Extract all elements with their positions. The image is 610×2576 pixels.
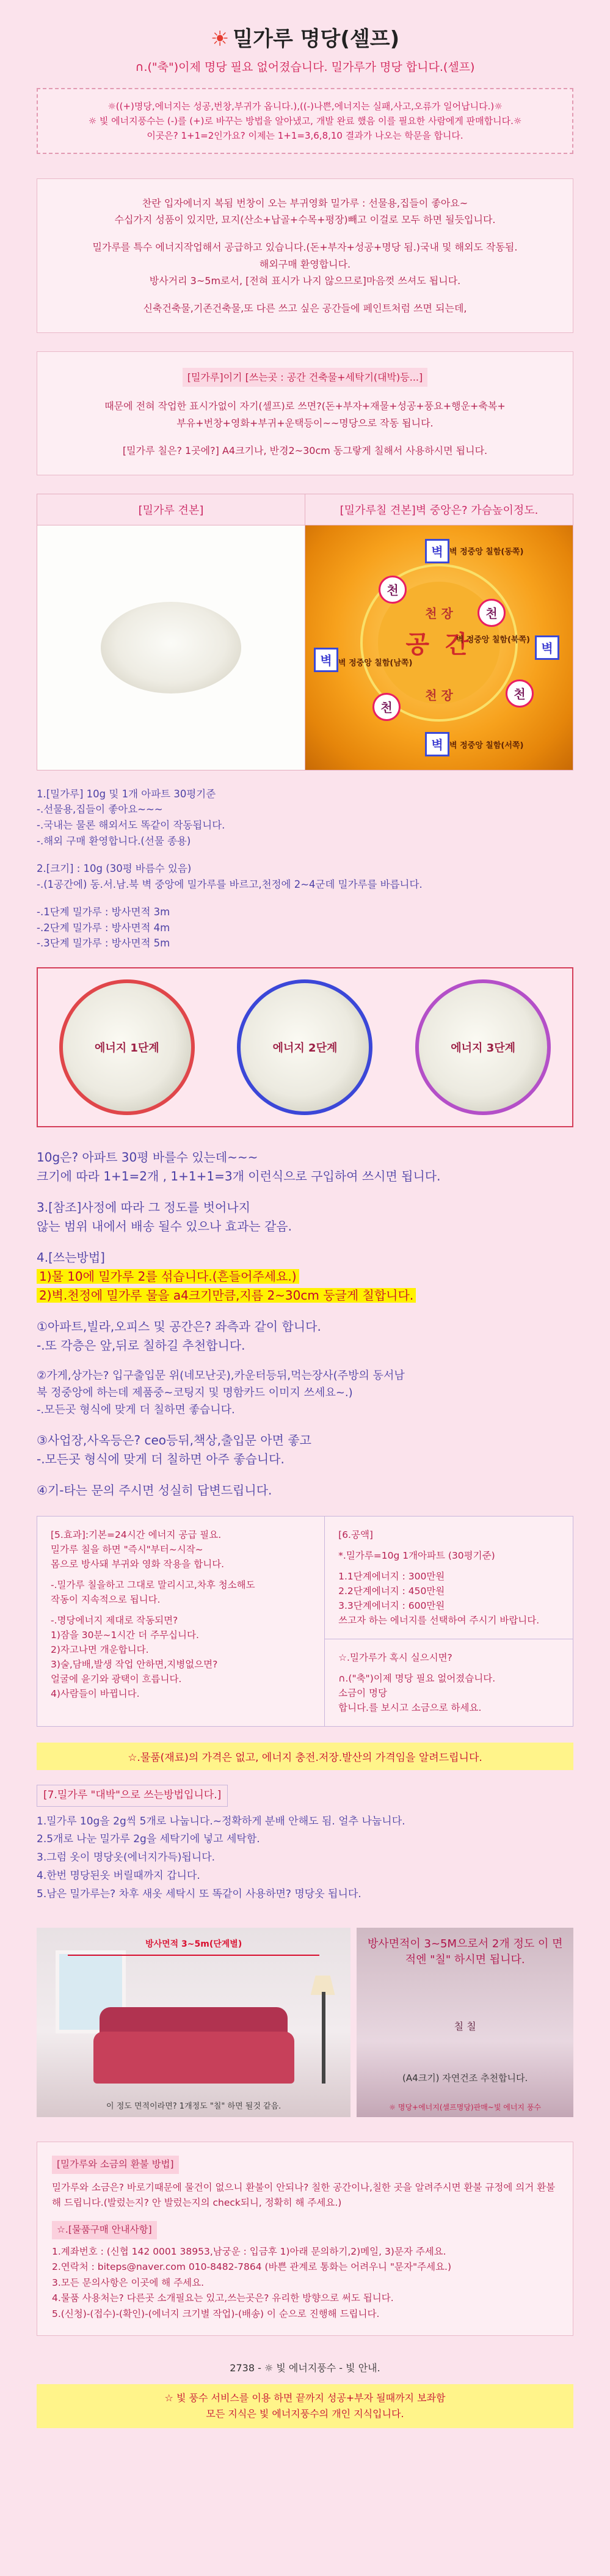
strip-p1 — [56, 398, 554, 431]
refund-heading: [밀가루와 소금의 환불 방법] — [52, 2156, 179, 2174]
method-b2: 크기에 따라 1+1=2개 , 1+1+1=3개 이런식으로 구입하여 쓰시면 됩니다. — [37, 1168, 441, 1184]
wall-marker-north: 벽 — [535, 635, 559, 660]
hall-photo-marks: 칠 칠 — [454, 2021, 476, 2033]
wall-label-west: 벽 정중앙 칠함(서쪽) — [449, 741, 524, 750]
effect-line-9: 3)술,담배,발생 작업 안하면,지병없으면? — [51, 1658, 218, 1670]
intro-p2b: 해외구매 환영합니다. — [259, 258, 351, 270]
usage-line-9: -.3단계 밀가루 : 방사면적 5m — [37, 937, 170, 950]
effect-line-4: -.밀가루 칠을하고 그대로 말리시고,차후 청소해도 — [51, 1579, 255, 1590]
wall-label-north: 벽 정중앙 칠함(북쪽) — [456, 635, 530, 645]
wall-marker-east: 벽 — [425, 539, 449, 563]
order-heading: ☆.[물품구매 안내사항] — [52, 2221, 157, 2239]
order-line-4: 4.물품 사용처는? 다른곳 소개필요는 있고,쓰는곳은? 유리한 방향으로 써도 됩니다. — [52, 2292, 394, 2304]
usage-line-1: 1.[밀가루] 10g 및 1개 아파트 30평기준 — [37, 788, 216, 800]
method-b10: ②가게,상가는? 입구출입문 위(네모난곳),카운터등뒤,먹는장사(주방의 동서남 — [37, 1369, 405, 1382]
effect-line-3: 몸으로 방사돼 부귀와 영화 작용을 합니다. — [51, 1558, 225, 1570]
energy-stage-2 — [237, 979, 372, 1115]
effect-line-1: [5.효과]:기본=24시간 에너지 공급 필요. — [51, 1529, 222, 1540]
intro-p1a: 찬란 입자에너지 복됨 번창이 오는 부귀영화 밀가루 : 선물용,집들이 좋아요~ — [142, 197, 468, 209]
method-b3: 3.[참조]사정에 따라 그 정도를 벗어나지 — [37, 1199, 250, 1215]
ceiling-marker-4: 천 — [506, 679, 534, 708]
usage-line-2: -.선물용,집들이 좋아요~~~ — [37, 803, 163, 816]
wall-marker-south: 벽 — [314, 648, 338, 672]
method-b13: ③사업장,사옥등은? ceo등뒤,책상,출입문 아면 좋고 — [37, 1432, 311, 1447]
notice-box — [37, 88, 573, 154]
living-room-caption: 이 정도 면적이라면? 1개정도 "칠" 하면 될것 같음. — [106, 2102, 281, 2112]
wall-label-east: 벽 정중앙 칠함(동쪽) — [449, 547, 524, 557]
washing-step-2: 2.5개로 나눈 밀가루 2g을 세탁기에 넣고 세탁함. — [37, 1833, 260, 1846]
usage-block — [37, 786, 573, 951]
method-b1: 10g은? 아파트 30평 바를수 있는데~~~ — [37, 1149, 258, 1165]
hall-photo — [357, 1928, 573, 2117]
method-b5: 4.[쓰는방법] — [37, 1250, 105, 1265]
refund-text: 밀가루와 소금은? 바로기때문에 물건이 없으니 환불이 안되나? 칠한 공간이나,칠한 곳을 알려주시면 환불 규정에 의거 환불해 드립니다.(발렀는지? 안 발렀는지의 check되니, 정확히 해 주세요.) — [52, 2181, 556, 2209]
footer-highlight-line-1: ☆ 빛 풍수 서비스를 이용 하면 끝까지 성공+부자 될때까지 보좌함 — [164, 2392, 446, 2404]
ceiling-label-bottom: 천 장 — [425, 687, 453, 703]
sun-icon: ☀ — [210, 27, 230, 51]
radius-arrow — [68, 1955, 319, 1956]
footer-signature: 2738 - ☼ 빛 에너지풍수 - 빛 안내. — [230, 2362, 380, 2374]
energy-stage-1-label: 에너지 1단계 — [94, 1041, 159, 1055]
page-title — [0, 0, 610, 58]
strip-p1a: 때문에 전혀 작업한 표시가없이 자기(셀프)로 쓰면?(돈+부자+재물+성공+풍요+행운+축복+ — [104, 400, 506, 412]
energy-stage-1 — [59, 979, 195, 1115]
method-b11: 북 정중앙에 하는데 제품중~코팅지 및 명함카드 이미지 쓰세요~.) — [37, 1386, 353, 1399]
price-line-5: 쓰고자 하는 에너지를 선택하여 주시기 바랍니다. — [338, 1614, 540, 1626]
price-line-4: 3.3단계에너지 : 600만원 — [338, 1600, 445, 1611]
order-line-2[interactable]: 2.연락처 : biteps@naver.com 010-8482-7864 (바쁜 관계로 통화는 어려우니 "문자"주세요.) — [52, 2261, 452, 2273]
price-heading: [6.공액] — [338, 1529, 373, 1540]
washing-steps — [37, 1785, 573, 1904]
lamp-pole — [322, 1992, 325, 2084]
footer-highlight — [37, 2384, 573, 2428]
subtitle: ∩.("축")이제 명당 필요 없어졌습니다. 밀가루가 명당 합니다.(셀프) — [135, 60, 475, 74]
intro-p3: 신축건축물,기존건축물,또 다른 쓰고 싶은 공간들에 페인트처럼 쓰면 되는데, — [143, 302, 467, 314]
method-b4: 않는 범위 내에서 배송 될수 있으나 효과는 같음. — [37, 1218, 292, 1234]
order-line-3: 3.모든 문의사항은 이곳에 해 주세요. — [52, 2277, 205, 2288]
washing-step-1: 1.밀가루 10g을 2g씩 5개로 나눕니다.~정확하게 분배 안해도 됨. 얼추 나눕니다. — [37, 1815, 405, 1828]
hall-photo-footer: ☼ 명당+에너지(셀프명당)판매~빛 에너지 풍수 — [389, 2103, 542, 2112]
washing-steps-heading: [7.밀가루 "대박"으로 쓰는방법입니다.] — [37, 1785, 228, 1807]
notice-line-2: ☼ 빛 에너지풍수는 (-)를 (+)로 바꾸는 방법을 알아냈고, 개발 완료 했음 이를 필요한 사람에게 판매합니다.☼ — [88, 115, 522, 126]
sample-grid-images — [37, 525, 573, 770]
method-block — [37, 1148, 573, 1500]
flour-sample-image — [37, 525, 305, 770]
order-line-5: 5.(신청)-(접수)-(확인)-(에너지 크기별 작업)-(배송) 이 순으로 진행해 드립니다. — [52, 2308, 380, 2319]
intro-p2c: 방사거리 3~5m로서, [전혀 표시가 나지 않으므로]마음껏 쓰셔도 됩니다. — [149, 274, 461, 287]
energy-stage-3 — [415, 979, 551, 1115]
radius-arrow-label: 방사면적 3~5m(단계별) — [145, 1939, 242, 1950]
method-b8: ①아파트,빌라,오피스 및 공간은? 좌측과 같이 합니다. — [37, 1319, 321, 1334]
flour-pile — [101, 602, 241, 693]
usage-line-7: -.1단계 밀가루 : 방사면적 3m — [37, 906, 170, 918]
living-room-photo — [37, 1928, 350, 2117]
usage-line-4: -.해외 구매 환영합니다.(선물 종용) — [37, 835, 191, 847]
refund-and-order-box — [37, 2142, 573, 2336]
sofa — [93, 2032, 294, 2084]
method-b6: 1)물 10에 밀가루 2를 섞습니다.(흔들어주세요.) — [37, 1269, 299, 1284]
energy-stage-3-label: 에너지 3단계 — [451, 1041, 515, 1055]
effect-line-6: -.명당에너지 제대로 작동되면? — [51, 1614, 178, 1626]
usage-line-6: -.(1공간에) 동.서.남.북 벽 중앙에 밀가루를 바르고,천정에 2~4군데 밀가루를 바릅니다. — [37, 878, 423, 890]
salt-answer-1: ∩.("축")이제 명당 필요 없어졌습니다. — [338, 1672, 496, 1684]
price-notice-banner: ☆.물품(재료)의 가격은 없고, 에너지 충전.저장.발산의 가격임을 알려드립니다. — [37, 1743, 573, 1770]
salt-answer-3: 합니다.를 보시고 소금으로 하세요. — [338, 1702, 482, 1713]
effect-section — [37, 1517, 325, 1726]
sample-grid — [37, 494, 573, 770]
price-section — [325, 1517, 573, 1726]
intro-p1 — [56, 195, 554, 228]
room-photos — [37, 1928, 573, 2117]
space-diagram — [305, 525, 573, 770]
notice-line-3: 이곳은? 1+1=2인가요? 이제는 1+1=3,6,8,10 결과가 나오는 학문을 합니다. — [147, 130, 463, 141]
effect-line-5: 작동이 지속적으로 됩니다. — [51, 1594, 161, 1605]
effect-line-11: 4)사람들이 바뀝니다. — [51, 1688, 140, 1699]
price-line-1: *.밀가루=10g 1개아파트 (30평기준) — [338, 1550, 495, 1561]
strip-p1b: 부유+번창+영화+부귀+운택등이~~명당으로 작동 됩니다. — [176, 417, 434, 429]
method-b12: -.모든곳 형식에 맞게 더 칠하면 좋습니다. — [37, 1403, 235, 1416]
intro-p2 — [56, 239, 554, 289]
space-center: 공 간 — [378, 582, 500, 704]
sample-grid-header — [37, 494, 573, 525]
effect-line-2: 밀가루 칠을 하면 "즉시"부터~시작~ — [51, 1543, 203, 1555]
ceiling-marker-3: 천 — [372, 693, 401, 721]
method-b14: -.모든곳 형식에 맞게 더 칠하면 아주 좋습니다. — [37, 1451, 285, 1466]
usage-line-5: 2.[크기] : 10g (30평 바름수 있음) — [37, 863, 192, 875]
strip-tag: [밀가루]이기 [쓰는곳 : 공간 건축물+세탁기(대박)등...] — [183, 368, 428, 387]
footer-highlight-line-2: 모든 지식은 빛 에너지풍수의 개인 지식입니다. — [206, 2407, 404, 2420]
wall-label-south: 벽 정중앙 칠함(남쪽) — [338, 658, 413, 668]
washing-step-5: 5.남은 밀가루는? 차후 새옷 세탁시 또 똑같이 사용하면? 명당옷 됩니다. — [37, 1887, 361, 1900]
washing-step-3: 3.그럼 옷이 명당옷(에너지가득)됩니다. — [37, 1851, 216, 1864]
painted-sample-heading: [밀가루칠 견본]벽 중앙은? 가슴높이정도. — [305, 494, 573, 525]
washing-step-4: 4.한번 명당된옷 버릴때까지 갑니다. — [37, 1869, 200, 1882]
energy-stages — [37, 967, 573, 1127]
strip-p2: [밀가루 칠은? 1곳에?] A4크기나, 반경2~30cm 동그랗게 칠해서 사용하시면 됩니다. — [122, 444, 488, 456]
usage-line-3: -.국내는 물론 해외서도 똑같이 작동됩니다. — [37, 819, 225, 831]
effect-line-8: 2)자고나면 개운합니다. — [51, 1644, 149, 1655]
intro-p2a: 밀가루를 특수 에너지작업해서 공급하고 있습니다.(돈+부자+성공+명당 됨.)국내 및 해외도 작동됨. — [92, 241, 518, 254]
method-b7: 2)벽.천정에 밀가루 물을 a4크기만큼,지름 2~30cm 둥글게 칠합니다. — [37, 1288, 416, 1303]
title-text: 밀가루 명당(셀프) — [233, 27, 400, 51]
price-line-2: 1.1단계에너지 : 300만원 — [338, 1570, 445, 1582]
usage-line-8: -.2단계 밀가루 : 방사면적 4m — [37, 921, 170, 934]
intro-p1b: 수십가지 성품이 있지만, 묘지(산소+납골+수목+평장)빼고 이걸로 모두 하면 될듯입니다. — [114, 214, 496, 226]
flour-sample-heading: [밀가루 견본] — [37, 494, 305, 525]
effect-line-7: 1)잠을 30분~1시간 더 주무십니다. — [51, 1629, 199, 1641]
effect-price-table — [37, 1516, 573, 1727]
energy-stage-2-label: 에너지 2단계 — [272, 1041, 338, 1055]
method-b9: -.또 각층은 앞,뒤로 칠하길 추천합니다. — [37, 1337, 245, 1353]
price-line-3: 2.2단계에너지 : 450만원 — [338, 1585, 445, 1597]
wall-marker-west: 벽 — [425, 732, 449, 756]
space-diagram-bg — [305, 525, 573, 770]
salt-answer-2: 소금이 명당 — [338, 1687, 387, 1699]
hall-photo-text: 방사면적이 3~5M으로서 2개 정도 이 면적엔 "칠" 하시면 됩니다. — [367, 1937, 563, 1967]
ceiling-marker-1: 천 — [379, 576, 407, 604]
strip-box — [37, 351, 573, 475]
order-line-1: 1.계좌번호 : (신협 142 0001 38953,남궁운 : 입금후 1)아래 문의하기,2)메일, 3)문자 주세요. — [52, 2245, 446, 2257]
ceiling-marker-2: 천 — [477, 599, 506, 627]
intro-box — [37, 178, 573, 333]
salt-alternative — [325, 1639, 573, 1726]
salt-question: ☆.밀가루가 혹시 실으시면? — [338, 1652, 452, 1663]
ceiling-label-top: 천 장 — [425, 606, 453, 621]
notice-line-1: ☼((+)명당,에너지는 성공,번창,부귀가 옵니다.),((-)나쁜,에너지는 실패,사고,오류가 일어납니다.)☼ — [107, 101, 503, 112]
method-b15: ④기-타는 문의 주시면 성실히 답변드립니다. — [37, 1482, 272, 1498]
effect-line-10: 얼굴에 윤기와 광택이 흐릅니다. — [51, 1673, 182, 1685]
hall-photo-caption: (A4크기) 자연건조 추천합니다. — [402, 2073, 528, 2084]
price-list — [325, 1517, 573, 1639]
